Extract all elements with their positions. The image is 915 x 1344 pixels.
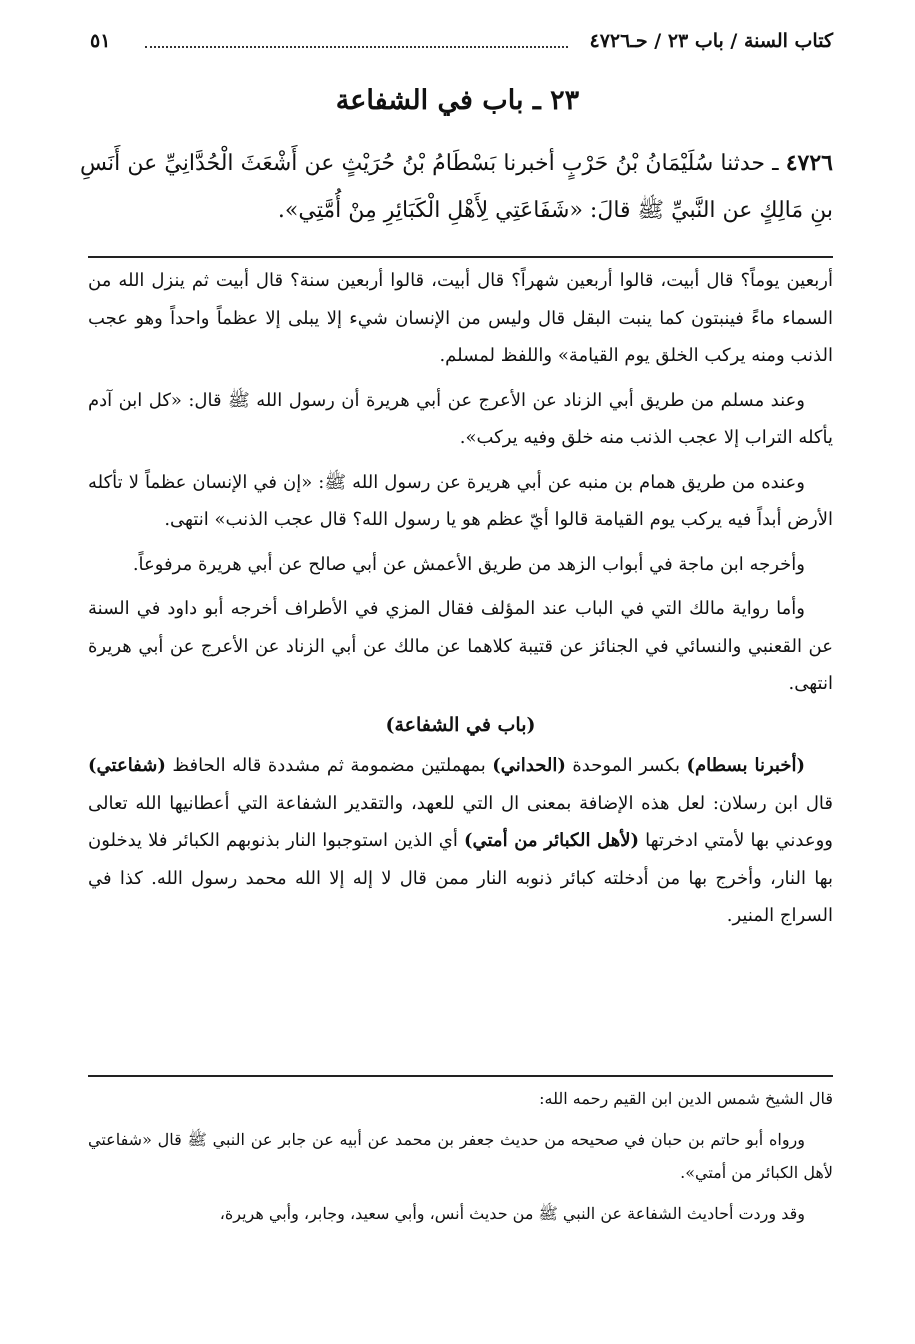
- hadith-text: [80, 140, 833, 234]
- top-divider: [88, 256, 833, 258]
- footnote-line-1: قال الشيخ شمس الدين ابن القيم رحمه الله:: [539, 1089, 833, 1108]
- lemma-ahl-alkabair: (لأهل الكبائر من أمتي): [463, 830, 640, 851]
- p6-text-3: قال ابن رسلان: لعل هذه الإضافة بمعنى ال التي للعهد، والتقدير الشفاعة التي أعطانيها الله تعالى ووعدني بها لأمتي ادخرتها: [88, 792, 833, 851]
- footnote-paragraph-3: وقد وردت أحاديث الشفاعة عن النبي ﷺ من حديث أنس، وأبي سعيد، وجابر، وأبي هريرة،: [219, 1204, 805, 1223]
- footnote: [88, 1082, 833, 1230]
- commentary-subheading: (باب في الشفاعة): [385, 713, 536, 736]
- commentary: [88, 262, 833, 935]
- chapter-title: ٢٣ ـ باب في الشفاعة: [335, 85, 580, 116]
- commentary-paragraph-6: [88, 747, 833, 935]
- hadith-number: ٤٧٢٦: [785, 150, 833, 176]
- commentary-paragraph-4: وأخرجه ابن ماجة في أبواب الزهد من طريق الأعمش عن أبي صالح عن أبي هريرة مرفوعاً.: [132, 553, 805, 575]
- running-title: كتاب السنة / باب ٢٣ / حـ٤٧٢٦: [589, 30, 833, 52]
- lemma-shafaati: (شفاعتي): [88, 755, 166, 776]
- commentary-paragraph-3: وعنده من طريق همام بن منبه عن أبي هريرة عن رسول الله ﷺ: «إن في الإنسان عظماً لا تأكله الأرض أبداً فيه يركب يوم القيامة قالوا أيّ عظم هو يا رسول الله؟ قال عجب الذنب» انتهى.: [88, 471, 833, 530]
- running-header: [90, 30, 833, 62]
- p6-text-4: أي الذين استوجبوا النار بذنوبهم الكبائر فلا يدخلون بها النار، وأخرج بها من أدخلته كبائر ذنوبه النار ممن قال لا إله إلا الله محمد رسول الله. كذا في السراج المنير.: [88, 830, 833, 926]
- lemma-haddani: (الحداني): [492, 755, 566, 776]
- lemma-bistam: (أخبرنا بسطام): [686, 755, 805, 776]
- p6-text-1: بكسر الموحدة: [565, 755, 687, 776]
- footnote-divider: [88, 1075, 833, 1077]
- footnote-paragraph-2: ورواه أبو حاتم بن حبان في صحيحه من حديث جعفر بن محمد عن أبيه عن جابر عن النبي ﷺ قال «شفاعتي لأهل الكبائر من أمتي».: [88, 1130, 833, 1182]
- commentary-paragraph-1: أربعين يوماً؟ قال أبيت، قالوا أربعين شهراً؟ قال أبيت، قالوا أربعين سنة؟ قال أبيت ثم ينزل الله من السماء ماءً فينبتون كما ينبت البقل قال وليس من الإنسان شيء إلا يبلى إلا عظماً واحداً وهو عجب الذنب ومنه يركب الخلق يوم القيامة» واللفظ لمسلم.: [88, 270, 833, 366]
- hadith-body: ـ حدثنا سُلَيْمَانُ بْنُ حَرْبٍ أخبرنا بَسْطَامُ بْنُ حُرَيْثٍ عن أَشْعَثَ الْحُدَّانِيِّ عن أَنَسِ بنِ مَالِكٍ عن النَّبيِّ ﷺ قالَ: «شَفَاعَتِي لِأَهْلِ الْكَبَائِرِ مِنْ أُمَّتِي».: [80, 151, 833, 223]
- commentary-paragraph-2: وعند مسلم من طريق أبي الزناد عن الأعرج عن أبي هريرة أن رسول الله ﷺ قال: «كل ابن آدم يأكله التراب إلا عجب الذنب منه خلق وفيه يركب».: [88, 389, 833, 448]
- p6-text-2: بمهملتين مضمومة ثم مشددة قاله الحافظ: [165, 755, 493, 776]
- commentary-paragraph-5: وأما رواية مالك التي في الباب عند المؤلف فقال المزي في الأطراف أخرجه أبو داود في السنة عن القعنبي والنسائي في الجنائز عن قتيبة كلاهما عن مالك عن أبي الزناد عن الأعرج عن أبي هريرة انتهى.: [88, 598, 833, 694]
- page-number: ٥١: [90, 30, 111, 52]
- header-dot-leader: [145, 46, 568, 48]
